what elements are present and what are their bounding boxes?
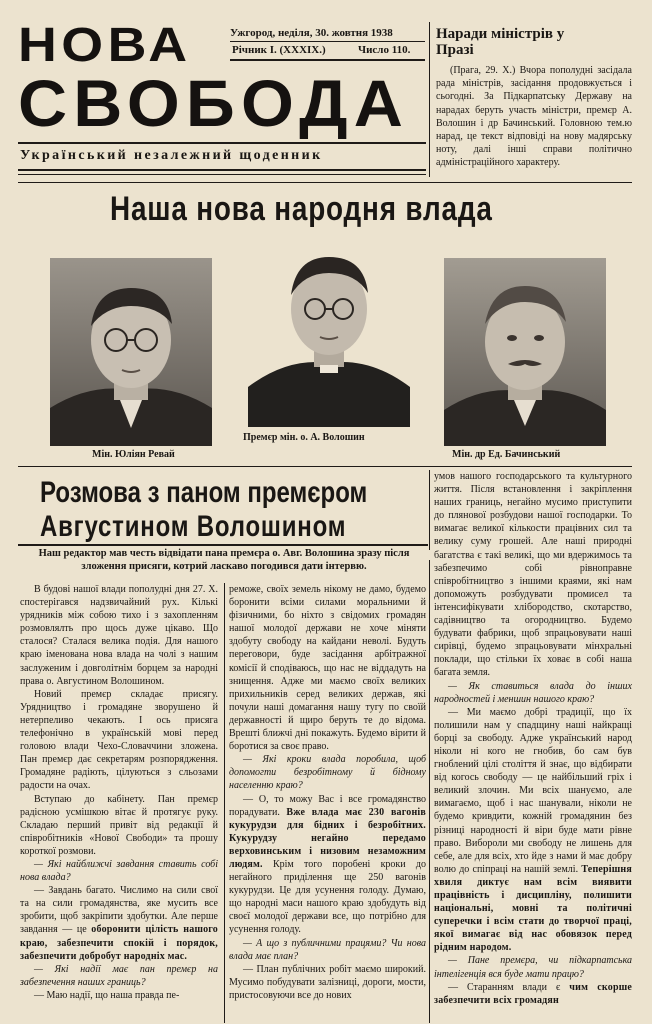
column-rule-1 bbox=[224, 583, 225, 1023]
col1-question: — Які найближчі завдання ставить собі нова влада? bbox=[20, 858, 218, 884]
col2-question: — Які кроки влада поробила, щоб допомогти безробітному й бідному населенню краю? bbox=[229, 754, 426, 792]
col3-question: — Пане премєра, чи підкарпатська інтелігенція вся буде мати працю? bbox=[434, 955, 632, 980]
col1-para: — Маю надії, що наша правда пе- bbox=[34, 989, 180, 1001]
col3-para: умов нашого господарського та культурного життя. Після встановлення і закріплення наших границь, негайно мусимо приступити до плянової розбудови нашої господарки. То вимагає великої кількости працівних сил та велику суму грошей. Але наші природні багатства є такі великі, що ми вдержимось та забезпечимо собі рівноправне співробітництво з іншими краями, які нам допоможуть розбудувати промисел та інтенсифікувати хлібородство, скотарство, садівництво та огородництво. Будемо будувати фабрики, щоб зпрацьовувати наші сирівці, будемо зпрацьовувати мінхральні поклади, що стільки їх ховає в собі наша багата земля. bbox=[434, 471, 632, 679]
masthead-bottom-rule-2 bbox=[18, 174, 426, 175]
caption-bachynskyi: Мін. др Ед. Бачинський bbox=[452, 449, 561, 460]
col2-para: — План публічних робіт маємо широкий. Мусимо побудувати залізниці, дороги, мости, пристосовуючи все до нових bbox=[229, 963, 426, 1001]
masthead-issue: Число 110. bbox=[358, 44, 411, 56]
caption-voloshyn: Премєр мін. о. А. Волошин bbox=[243, 432, 365, 443]
article-column-3 bbox=[434, 470, 632, 1024]
col2-answer-cont: Крім того поробені кроки до негайного приділення ще 250 вагонів кукурудзи. Це для усунення голоду. Думаю, що народні маси нашого краю здобудуть від своєї молодої держави все, що потрібно для усунення голоду. bbox=[229, 858, 426, 936]
col1-answer-text: — Завдань багато. Числимо на сили свої та на сили громадянства, яке мусить все зробити, щоб закріпити здобутки. Але перше завдання — це bbox=[20, 885, 218, 936]
col3-answer-bold: Теперішня хвиля диктує нам всім виявити працівність і дисципліну, полишити національні, мовні та політичні суперечки і всім стати до творчої праці, якої вимагає від нас обовязок перед рідним народом. bbox=[434, 863, 632, 954]
masthead-title-line1: НОВА bbox=[18, 19, 192, 72]
article-title-line2: Августином Волошином bbox=[40, 510, 347, 543]
article-title-line1: Розмова з паном премєром bbox=[40, 476, 368, 509]
caption-revai: Мін. Юліян Ревай bbox=[92, 449, 175, 460]
col3-answer-text: — Ми маємо добрі традиції, що їх полишили нам у спадщину наші найкращі борці за свободу. Адже український народ ніколи ні кого не гнобив, бо сам був гноблений цілі століття й знає, що відбирати від когось свободу — це найбільший гріх і великий злочин. Ми всіх шануємо, але вимагаємо, щоб і нас шанували, ніколи не будемо кривдити, кожній громадянин без різниці народності й віри буде мати рівне право. Вибороли ми свободу не лишень для себе, але для всіх, хто йде з нами й має добру волю до спіпраці на нашій землі. bbox=[434, 706, 632, 875]
col1-question: — Які надії має пан премєр на забезпечення наших границь? bbox=[20, 963, 218, 988]
photo-revai bbox=[50, 258, 212, 446]
article-lead: Наш редактор мав честь відвідати пана премєра о. Авг. Волошина зразу після зложення присяги, котрий ласкаво погодився дати інтервю. bbox=[38, 548, 410, 572]
col3-question: — Як ставиться влада до інших народностей і меншин нашого краю? bbox=[434, 680, 632, 705]
col2-answer-bold: Вже влада має 230 вагонів кукурудзи для бідних і безробітних. Кукурудзу негайно передамо верховинським і низовим незаможним людям. bbox=[229, 806, 426, 870]
col3-answer-text: — Старанням влади є bbox=[448, 981, 561, 993]
article-column-2 bbox=[229, 583, 426, 1023]
vertical-rule-headline bbox=[429, 470, 430, 550]
col2-para bbox=[229, 793, 426, 937]
col2-para: реможе, своїх земель нікому не дамо, будемо боронити всіми силами моральними й фізичними, бо ніхто з свідомих громадян нашої молодої держави не хоче міняти здобуту свободу на кайдани неволі. Будуть переговори, буде засідання арбітражної комісії й сподіваюсь, що нас не віддадуть на знищення. Адже ми маємо своїх великих прихильників серед великих держав, які почули наші домагання нашу тугу по своїй державності й щиро беруть те до відома. Врешті ближчі дні покажуть. Будемо вірити й боротися за своє право. bbox=[229, 584, 426, 753]
col3-para bbox=[434, 981, 632, 1007]
col1-para: Новий премєр складає присягу. Урядництво і громадяне зворушено й нетерпеливо чекають. І ось присяга телефонічно в українській мові перед головою влади Чехо-Словаччини зложена. Пан премєр дає секретарям розпорядження. Громадяне радіють, цілуються з сльозами радости на очах. bbox=[20, 688, 218, 792]
masthead-top-rule bbox=[18, 142, 426, 144]
article-column-1 bbox=[20, 583, 218, 1023]
masthead-issue-rule bbox=[230, 59, 425, 61]
masthead-place-date: Ужгород, неділя, 30. жовтня 1938 bbox=[230, 27, 393, 39]
col3-answer-bold: чим скорше забезпечити всіх громадян bbox=[434, 981, 632, 1006]
banner-headline: Наша нова народня влада bbox=[110, 190, 493, 228]
col1-para: В будові нашої влади пополудні дня 27. X. спостерігався надзвичайний рух. Кількі урядників між собою тихо і з захопленням розмовлялть про щось дуже цікаво. Що сталося? Сталася велика подія. Для нашого краю іменована нова влада на чолі з нашим заслуженим і довголітнім борцем за народні права о. Августином Волошином. bbox=[20, 584, 218, 687]
masthead-bottom-rule bbox=[18, 169, 426, 171]
col1-answer-bold: оборонити цілість нашого краю, забезпечити спокій і порядок, забезпечити добробут народніх мас. bbox=[20, 924, 218, 962]
col1-para: Вступаю до кабінету. Пан премєр радісною усмішкою вітає й протягує руку. Складаю перший привіт від редакції й співробітників «Нової Свободи» та прошу короткої розмови. bbox=[20, 793, 218, 857]
article-top-rule bbox=[18, 466, 632, 467]
photo-voloshyn bbox=[248, 237, 410, 427]
column-rule-2 bbox=[429, 560, 430, 1023]
masthead-volume: Річник I. (XXXIX.) bbox=[232, 44, 326, 56]
photo-bachynskyi bbox=[444, 258, 606, 446]
headline-underline bbox=[18, 544, 428, 546]
side-article-body: (Прага, 29. X.) Вчора пополудні засідала рада міністрів, засідання продовжується і сьогодні. За Підкарпатську Державу на нарадах беруть участь міністри, премєр А. Волошин і др Бачинський. Головною тем.ю нарад, це текст відповіді на нову мадярську ноту, далі інші справи політично адміністраційного характеру. bbox=[436, 65, 632, 169]
masthead-title-line2: СВОБОДА bbox=[18, 66, 409, 140]
banner-top-rule bbox=[18, 182, 632, 183]
side-article-title: Наради міністрів у Празі bbox=[436, 26, 565, 58]
vertical-rule-top bbox=[429, 22, 430, 177]
col2-answer-text: — О, то можу Вас і все громадянство порадувати. bbox=[229, 793, 426, 818]
col1-para bbox=[20, 884, 218, 963]
col3-para bbox=[434, 706, 632, 955]
masthead-tagline: Український незалежний щоденник bbox=[20, 148, 323, 163]
masthead-date-rule bbox=[230, 41, 425, 42]
col2-question: — А що з публичними працями? Чи нова влада має план? bbox=[229, 937, 426, 962]
